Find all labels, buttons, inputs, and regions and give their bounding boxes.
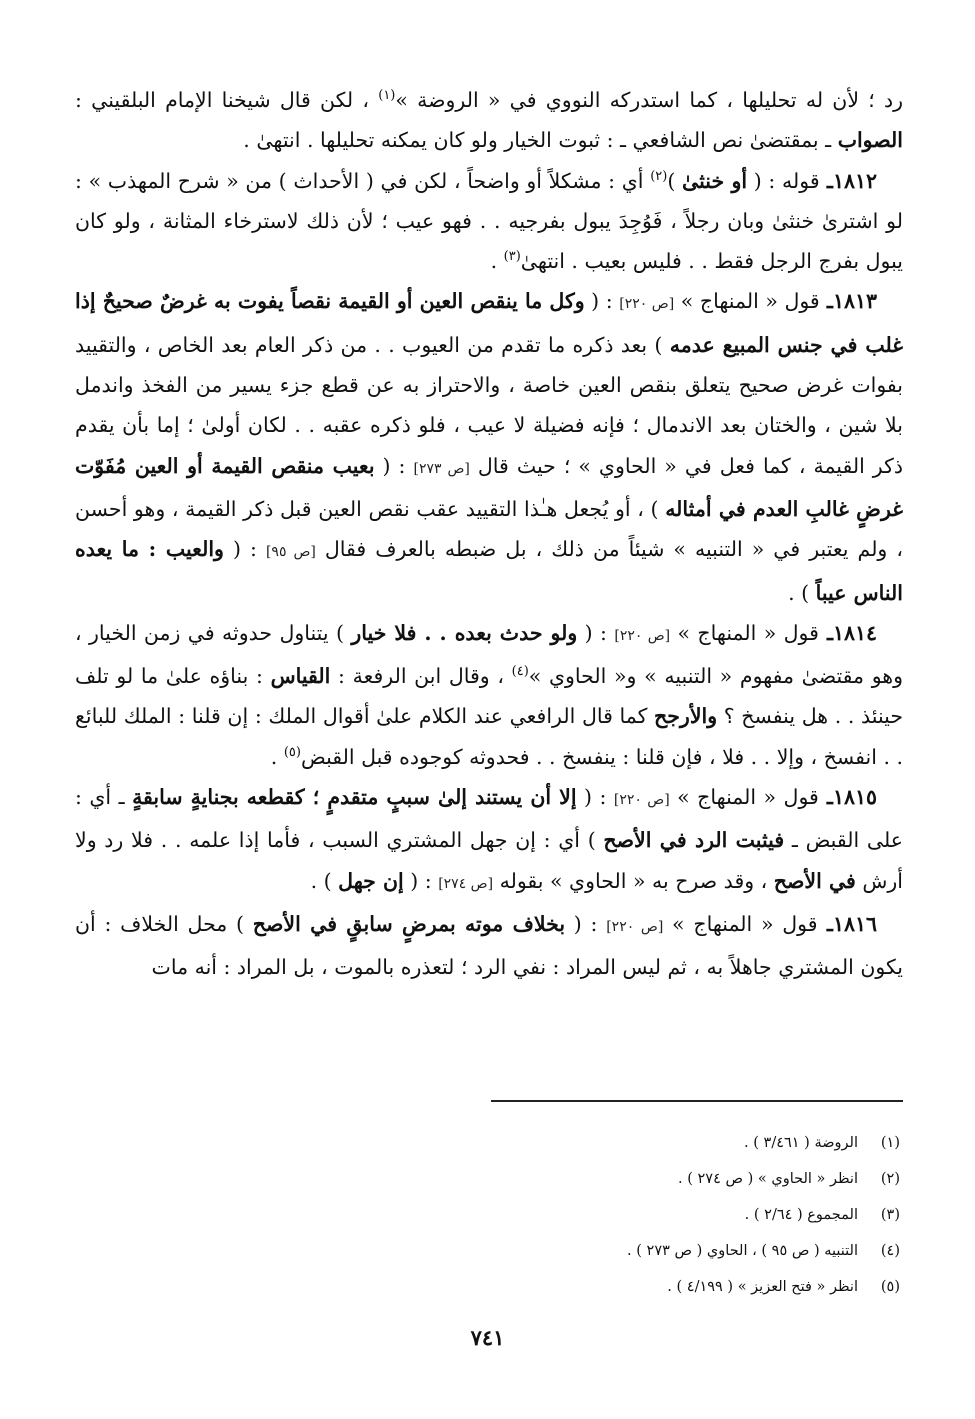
footnote xyxy=(200,1269,900,1305)
text-segment: وكل ما ينقص العين أو القيمة نقصاً يفوت به غرضٌ صحيحٌ إذا غلب في جنس المبيع عدمه xyxy=(75,289,903,357)
text-segment: ) أي : إن جهل المشتري السبب ، فأما إذا علمه . . فلا رد ولا أرش xyxy=(75,828,903,893)
footnote-number: (٢) xyxy=(880,1171,900,1187)
text-segment: . xyxy=(490,249,504,274)
text-segment: ) يتناول حدوثه في زمن الخيار ، وهو مقتضىٰ مفهوم « التنبيه » و« الحاوي » xyxy=(75,620,903,689)
text-segment: إلا أن يستند إلىٰ سببٍ متقدمٍ ؛ كقطعه بجنايةٍ سابقةٍ xyxy=(132,785,577,810)
entry-number: ١٨١٤ـ xyxy=(818,620,877,645)
footnote-marker: (٣) xyxy=(503,249,521,265)
entry-number: ١٨١٣ـ xyxy=(819,289,877,314)
footnote-text: انظر « الحاوي » ( ص ٢٧٤ ) . xyxy=(678,1171,858,1187)
text-segment: والعيب : ما يعده الناس عيباً xyxy=(75,537,903,605)
text-segment: قول « المنهاج » xyxy=(670,620,819,645)
text-segment: : ( xyxy=(374,453,414,478)
text-segment: بعيب منقص القيمة أو العين مُفَوّت غرضٍ غالبِ العدم في أمثاله xyxy=(75,453,903,521)
footnote-text: المجموع ( ٢/٦٤ ) . xyxy=(744,1207,858,1223)
footnote-text: الروضة ( ٣/٤٦١ ) . xyxy=(744,1135,858,1151)
text-segment: : ( xyxy=(577,620,615,645)
text-segment: [ص ٢٧٤] xyxy=(438,875,494,892)
text-segment: : بناؤه علىٰ ما لو تلف حينئذ . . هل ينفسخ ؟ xyxy=(75,664,903,729)
page-number: ٧٤١ xyxy=(470,1325,505,1350)
text-segment: ـ أي : على القبض ـ xyxy=(75,785,903,853)
footnote xyxy=(200,1197,900,1233)
text-segment: [ص ٢٢٠] xyxy=(614,627,671,644)
entry-number: ١٨١٢ـ xyxy=(819,168,877,193)
text-segment: : ( xyxy=(403,868,439,893)
paragraph xyxy=(75,161,903,282)
text-segment: ) . xyxy=(788,580,816,605)
text-segment: ) بعد ذكره ما تقدم من العيوب . . من ذكر العام بعد الخاص ، والتقييد بفوات غرض صحيح يتعلق بنقص العين خاصة ، والاحتراز به عن قطع جزء يسير من الفخذ واندمل بلا شين ، والختان بعد الاندمال ؛ فإنه فضيلة لا عيب ، فلو ذكره عقبه . . لكان أولىٰ ؛ إما بأن يقدم ذكر القيمة ، كما فعل في « الحاوي » ؛ حيث قال xyxy=(75,332,904,478)
text-segment: ولو حدث بعده . . فلا خيار xyxy=(351,620,578,645)
text-segment: ، وقال ابن الرفعة : xyxy=(330,664,512,689)
text-segment: ، لكن قال شيخنا الإمام البلقيني : xyxy=(75,88,379,112)
paragraph xyxy=(75,777,903,904)
text-segment: [ص ٩٥] xyxy=(265,544,316,561)
text-segment: قول « المنهاج » xyxy=(674,289,820,314)
text-segment: إن جهل xyxy=(338,868,404,893)
text-segment: القياس xyxy=(270,664,331,689)
text-segment: بخلاف موته بمرضٍ سابقٍ في الأصح xyxy=(252,911,566,936)
text-segment: فيثبت الرد في الأصح xyxy=(603,828,785,853)
footnote-number: (٤) xyxy=(880,1243,900,1259)
text-segment: كما قال الرافعي عند الكلام علىٰ أقوال الملك : إن قلنا : الملك للبائع . . انفسخ ، وإلا . . فلا ، فإن قلنا : ينفسخ . . فحدوثه كوجوده قبل القبض xyxy=(75,704,903,769)
text-segment: [ص ٢٢٠] xyxy=(613,792,670,809)
paragraph xyxy=(75,80,903,161)
text-segment: : ( xyxy=(576,785,614,810)
paragraph xyxy=(75,904,903,988)
text-segment: ، وقد صرح به « الحاوي » بقوله xyxy=(493,868,774,893)
text-segment: ) محل الخلاف : أن يكون المشتري جاهلاً به ، ثم ليس المراد : نفي الرد ؛ لتعذره بالموت ، بل المراد : أنه مات xyxy=(75,911,903,980)
footnote xyxy=(200,1161,900,1197)
text-segment: : ( xyxy=(223,537,266,562)
text-segment: ) . xyxy=(310,868,339,893)
main-text xyxy=(75,80,903,988)
footnote-number: (٣) xyxy=(880,1207,900,1223)
paragraph xyxy=(75,281,903,612)
footnote-number: (٥) xyxy=(880,1279,900,1295)
text-segment: قول « المنهاج » xyxy=(669,785,819,810)
footnote-marker: (٢) xyxy=(650,168,668,184)
text-segment: . xyxy=(270,744,284,769)
text-segment: قول « المنهاج » xyxy=(663,911,818,936)
entry-number: ١٨١٦ـ xyxy=(817,911,877,936)
entry-number: ١٨١٥ـ xyxy=(818,785,877,810)
footnote-number: (١) xyxy=(880,1135,900,1151)
text-segment: [ص ٢٢٠] xyxy=(606,918,664,935)
footnote-marker: (٥) xyxy=(283,744,301,760)
footnote-separator xyxy=(491,1100,903,1102)
text-segment: قوله : ( xyxy=(747,168,820,193)
text-segment: في الأصح xyxy=(773,868,856,893)
text-segment: الصواب xyxy=(837,128,903,153)
text-segment: ـ بمقتضىٰ نص الشافعي ـ : ثبوت الخيار ولو كان يمكنه تحليلها . انتهىٰ . xyxy=(243,128,838,153)
text-segment: ) ، أو يُجعل هـٰذا التقييد عقب نقص العين قبل ذكر القيمة ، وهو أحسن ، ولم يعتبر في « التنبيه » شيئاً من ذلك ، بل ضبطه بالعرف فقال xyxy=(75,496,903,562)
text-segment: [ص ٢٧٣] xyxy=(413,460,470,477)
text-segment: رد ؛ لأن له تحليلها ، كما استدركه النووي في « الروضة » xyxy=(395,88,904,112)
text-segment: [ص ٢٢٠] xyxy=(619,296,675,313)
footnote-text: انظر « فتح العزيز » ( ٤/١٩٩ ) . xyxy=(667,1279,858,1295)
text-segment: ) xyxy=(667,168,683,193)
paragraph xyxy=(75,613,903,777)
text-segment: : ( xyxy=(584,289,620,314)
footnote-marker: (٤) xyxy=(511,664,529,680)
footnotes xyxy=(200,1125,900,1305)
footnote xyxy=(200,1125,900,1161)
text-segment: : ( xyxy=(565,911,607,936)
footnote-text: التنبيه ( ص ٩٥ ) ، الحاوي ( ص ٢٧٣ ) . xyxy=(627,1243,858,1259)
footnote xyxy=(200,1233,900,1269)
text-segment: أي : مشكلاً أو واضحاً ، لكن في ( الأحداث ) من « شرح المهذب » : لو اشترىٰ خنثىٰ وبان رجلاً ، فَوُجِدَ يبول بفرجيه . . فهو عيب ؛ لأن ذلك لاسترخاء المثانة ، ولو كان يبول بفرج الرجل فقط . . فليس بعيب . انتهىٰ xyxy=(75,168,903,274)
text-segment: أو خنثىٰ xyxy=(682,168,748,193)
text-segment: والأرجح xyxy=(654,704,718,729)
footnote-marker: (١) xyxy=(378,88,396,104)
